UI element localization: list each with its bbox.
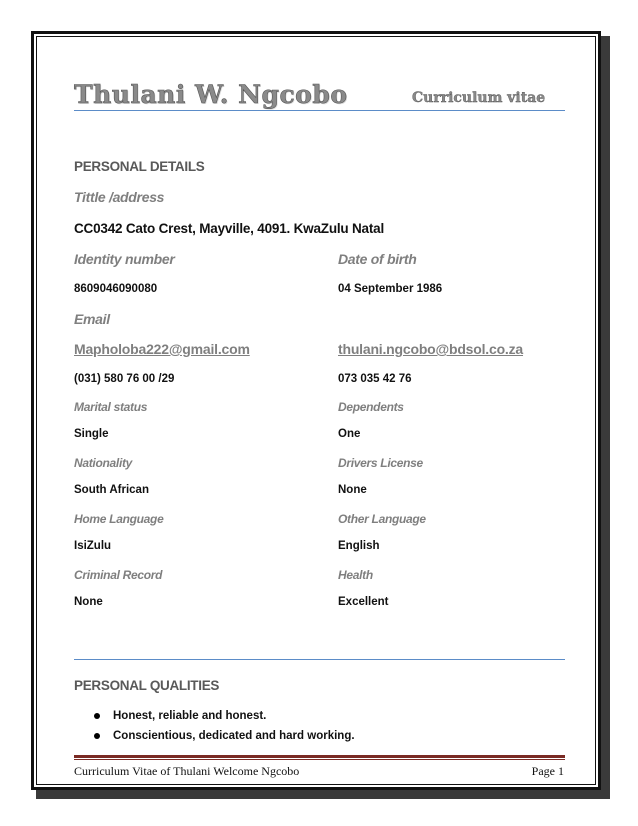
bullet-icon	[94, 713, 100, 719]
bullet-icon	[94, 733, 100, 739]
quality-text: Honest, reliable and honest.	[113, 710, 267, 722]
other-language-value: English	[338, 540, 380, 552]
quality-text: Conscientious, dedicated and hard working.	[113, 730, 355, 742]
list-item	[94, 727, 355, 747]
list-item	[94, 707, 355, 727]
qualities-list	[94, 707, 355, 747]
section-rule	[74, 659, 565, 660]
marital-status-value: Single	[74, 428, 109, 440]
drivers-license-label: Drivers License	[338, 456, 423, 470]
email-label: Email	[74, 311, 110, 327]
header-rule	[74, 110, 565, 111]
email-link-primary[interactable]: Mapholoba222@gmail.com	[74, 341, 250, 357]
dependents-label: Dependents	[338, 400, 404, 414]
health-value: Excellent	[338, 596, 389, 608]
home-language-label: Home Language	[74, 512, 164, 526]
health-label: Health	[338, 568, 373, 582]
footer-title: Curriculum Vitae of Thulani Welcome Ngcobo	[74, 764, 300, 778]
criminal-record-label: Criminal Record	[74, 568, 163, 582]
personal-details-heading: PERSONAL DETAILS	[74, 159, 205, 174]
drivers-license-value: None	[338, 484, 367, 496]
marital-status-label: Marital status	[74, 400, 148, 414]
nationality-label: Nationality	[74, 456, 133, 470]
phone-mobile: 073 035 42 76	[338, 373, 412, 385]
address-value: CC0342 Cato Crest, Mayville, 4091. KwaZulu Natal	[74, 221, 385, 236]
criminal-record-value: None	[74, 596, 103, 608]
dob-label: Date of birth	[338, 251, 417, 267]
cv-doc-type: Curriculum vitae	[412, 90, 546, 106]
page-number: Page 1	[531, 764, 564, 778]
id-number-value: 8609046090080	[74, 283, 158, 295]
phone-work: (031) 580 76 00 /29	[74, 373, 175, 385]
other-language-label: Other Language	[338, 512, 426, 526]
footer-rule-thin	[74, 759, 565, 760]
personal-qualities-heading: PERSONAL QUALITIES	[74, 678, 220, 693]
cv-name: Thulani W. Ngcobo	[74, 80, 348, 109]
address-label: Tittle /address	[74, 189, 165, 205]
dependents-value: One	[338, 428, 361, 440]
id-number-label: Identity number	[74, 251, 175, 267]
footer-rule-thick	[74, 755, 565, 758]
dob-value: 04 September 1986	[338, 283, 443, 295]
home-language-value: IsiZulu	[74, 540, 112, 552]
email-link-work[interactable]: thulani.ngcobo@bdsol.co.za	[338, 341, 524, 357]
nationality-value: South African	[74, 484, 149, 496]
